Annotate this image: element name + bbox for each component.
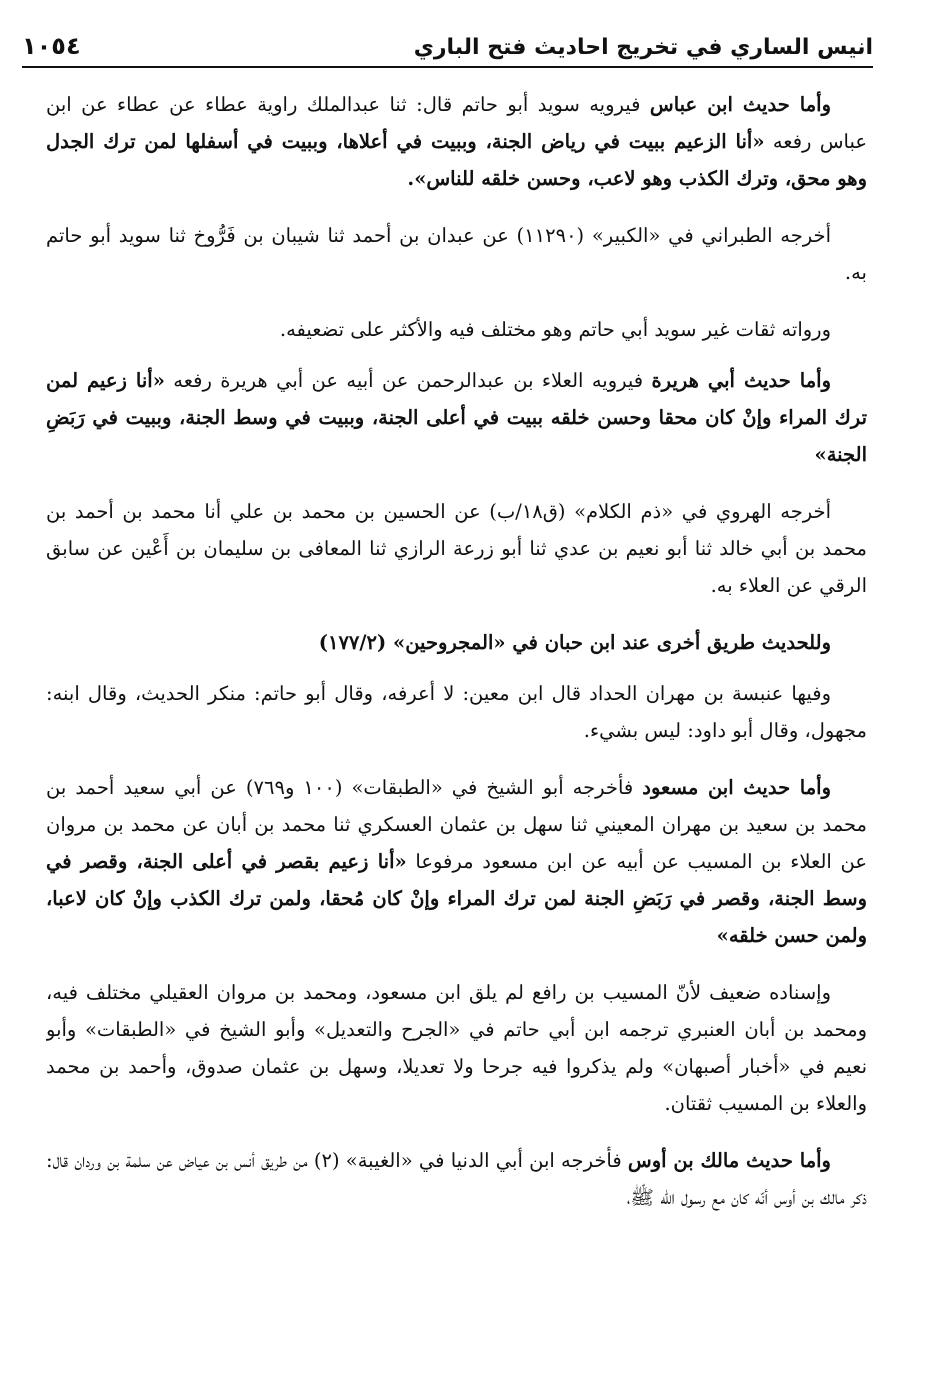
paragraph-tabarani-takhrij (46, 217, 867, 291)
lead-phrase: وأما حديث أبي هريرة (651, 369, 831, 392)
paragraph-ibn-abbas-hadith (46, 86, 867, 197)
lead-phrase: وأما حديث ابن عباس (649, 93, 831, 116)
chain-text: فيرويه العلاء بن عبدالرحمن عن أبيه عن أبي هريرة رفعه (164, 369, 652, 392)
paragraph-other-route (46, 624, 867, 661)
paragraph-ibn-masud-hadith (46, 769, 867, 954)
paragraph-anbasa-note (46, 675, 867, 749)
lead-phrase: وأما حديث ابن مسعود (642, 776, 831, 799)
body-text: أخرجه الهروي في «ذم الكلام» (ق١٨/ب) عن الحسين بن محمد بن علي أنا محمد بن أحمد بن محمد بن أبي خالد ثنا أبو نعيم بن عدي ثنا أبو زرعة الرازي ثنا المعافى بن سليمان بن أَعْين عن سابق الرقي عن العلاء به. (46, 500, 867, 597)
book-title: انيس الساري في تخريج احاديث فتح الباري (413, 35, 873, 60)
paragraph-isnad-assessment (46, 974, 867, 1122)
lead-phrase: وأما حديث مالك بن أوس (627, 1149, 831, 1172)
body-text: وفيها عنبسة بن مهران الحداد قال ابن معين: لا أعرفه، وقال أبو حاتم: منكر الحديث، وقال ابنه: مجهول، وقال أبو داود: ليس بشيء. (46, 682, 867, 742)
page-body (46, 86, 867, 1356)
body-text: أخرجه الطبراني في «الكبير» (١١٢٩٠) عن عبدان بن أحمد ثنا شيبان بن فَرُّوخ ثنا سويد أبو حاتم به. (46, 224, 867, 284)
body-text: وللحديث طريق أخرى عند ابن حبان في «المجروحين» (١٧٧/٢) (318, 631, 831, 654)
paragraph-narrators-note (46, 311, 867, 348)
chain-text: فيرويه سويد أبو حاتم قال: ثنا عبدالملك راوية عطاء عن عطاء عن ابن عباس رفعه (46, 93, 867, 153)
running-header (22, 22, 873, 68)
paragraph-malik-ibn-aws-hadith (46, 1142, 867, 1216)
body-text: ورواته ثقات غير سويد أبي حاتم وهو مختلف فيه والأكثر على تضعيفه. (279, 318, 831, 341)
hadith-text: «أنا زعيم لمن ترك المراء وإنْ كان محقا وحسن خلقه ببيت في أعلى الجنة، وببيت في وسط الجنة، وببيت في رَبَضِ الجنة» (46, 369, 867, 466)
paragraph-harawi-takhrij (46, 493, 867, 604)
hadith-text: «أنا الزعيم ببيت في رياض الجنة، وببيت في أعلاها، وببيت في أسفلها لمن ترك الجدل وهو محق، وترك الكذب وهو لاعب، وحسن خلقه للناس». (46, 130, 867, 190)
hadith-text: «أنا زعيم بقصر في أعلى الجنة، وقصر في وسط الجنة، وقصر في رَبَضِ الجنة لمن ترك المراء وإنْ كان مُحقا، ولمن ترك الكذب وإنْ كان لاعبا، ولمن حسن خلقه» (46, 850, 867, 947)
paragraph-abu-hurairah-hadith (46, 362, 867, 473)
chain-text: فأخرجه أبو الشيخ في «الطبقات» (١٠٠ و٧٦٩) عن أبي سعيد أحمد بن محمد بن سعيد بن مهران المعيني ثنا سهل بن عثمان العسكري ثنا محمد بن أبان عن محمد بن مروان عن العلاء بن المسيب عن أبيه عن ابن مسعود مرفوعا (46, 776, 867, 873)
body-text: وإسناده ضعيف لأنّ المسيب بن رافع لم يلق ابن مسعود، ومحمد بن مروان العقيلي مختلف فيه، ومحمد بن أبان العنبري ترجمه ابن أبي حاتم في «الجرح والتعديل» وأبو الشيخ في «الطبقات» وأبو نعيم في «أخبار أصبهان» ولم يذكروا فيه جرحا ولا تعديلا، وسهل بن عثمان صدوق، وأحمد بن محمد والعلاء بن المسيب ثقتان. (46, 981, 867, 1115)
chain-text: فأخرجه ابن أبي الدنيا في «الغيبة» (٢) من طريق أنس بن عياض عن سلمة بن وردان قال: ذكر مالك بن أوس أنّه كان مع رسول الله ﷺ، (46, 1149, 867, 1209)
page-number: ١٠٥٤ (22, 32, 81, 60)
